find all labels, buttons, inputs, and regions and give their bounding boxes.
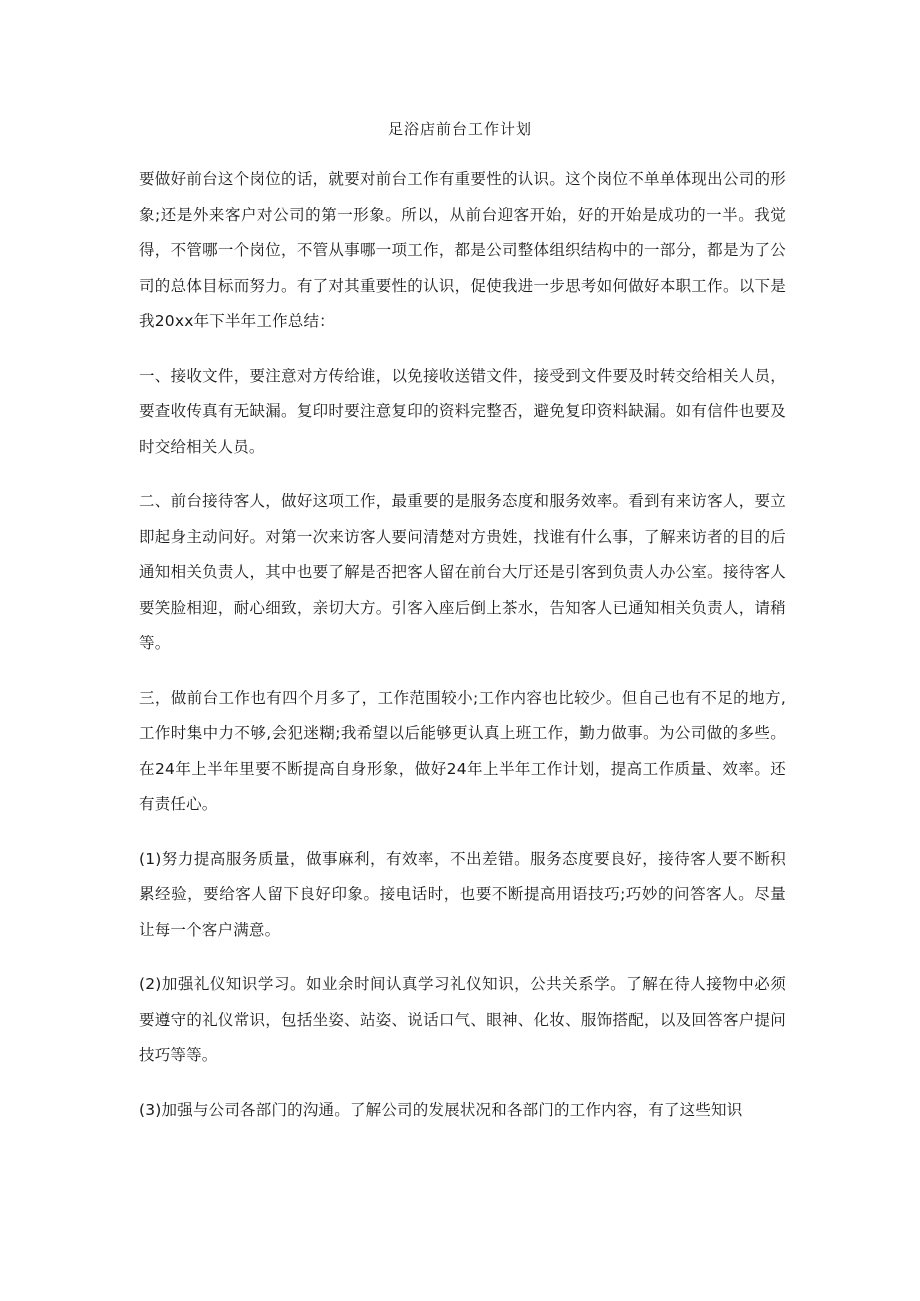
paragraph-sub-3: (3)加强与公司各部门的沟通。了解公司的发展状况和各部门的工作内容，有了这些知识 bbox=[139, 1100, 743, 1119]
document-title: 足浴店前台工作计划 bbox=[387, 120, 532, 138]
paragraph-intro: 要做好前台这个岗位的话，就要对前台工作有重要性的认识。这个岗位不单单体现出公司的形象;还是外来客户对公司的第一形象。所以，从前台迎客开始，好的开始是成功的一半。我觉得，不管哪一个岗位，不管从事哪一项工作，都是公司整体组织结构中的一部分，都是为了公司的总体目标而努力。有了对其重要性的认识，促使我进一步思考如何做好本职工作。以下是我20xx年下半年工作总结： bbox=[139, 170, 786, 330]
paragraph-item-1: 一、接收文件，要注意对方传给谁，以免接收送错文件，接受到文件要及时转交给相关人员，要查收传真有无缺漏。复印时要注意复印的资料完整否，避免复印资料缺漏。如有信件也要及时交给相关人员。 bbox=[139, 366, 786, 456]
paragraph-item-2: 二、前台接待客人，做好这项工作，最重要的是服务态度和服务效率。看到有来访客人，要立即起身主动问好。对第一次来访客人要问清楚对方贵姓，找谁有什么事，了解来访者的目的后通知相关负责人，其中也要了解是否把客人留在前台大厅还是引客到负责人办公室。接待客人要笑脸相迎，耐心细致，亲切大方。引客入座后倒上茶水，告知客人已通知相关负责人，请稍等。 bbox=[139, 492, 786, 652]
paragraph-item-3: 三，做前台工作也有四个月多了，工作范围较小;工作内容也比较少。但自己也有不足的地方,工作时集中力不够,会犯迷糊;我希望以后能够更认真上班工作，勤力做事。为公司做的多些。在24年上半年里要不断提高自身形象，做好24年上半年工作计划，提高工作质量、效率。还有责任心。 bbox=[139, 688, 786, 813]
document-body bbox=[139, 162, 786, 1147]
paragraph-sub-1: (1)努力提高服务质量，做事麻利，有效率，不出差错。服务态度要良好，接待客人要不断积累经验，要给客人留下良好印象。接电话时，也要不断提高用语技巧;巧妙的问答客人。尽量让每一个客户满意。 bbox=[139, 849, 786, 939]
paragraph-sub-2: (2)加强礼仪知识学习。如业余时间认真学习礼仪知识，公共关系学。了解在待人接物中必须要遵守的礼仪常识，包括坐姿、站姿、说话口气、眼神、化妆、服饰搭配，以及回答客户提问技巧等等。 bbox=[139, 975, 786, 1064]
